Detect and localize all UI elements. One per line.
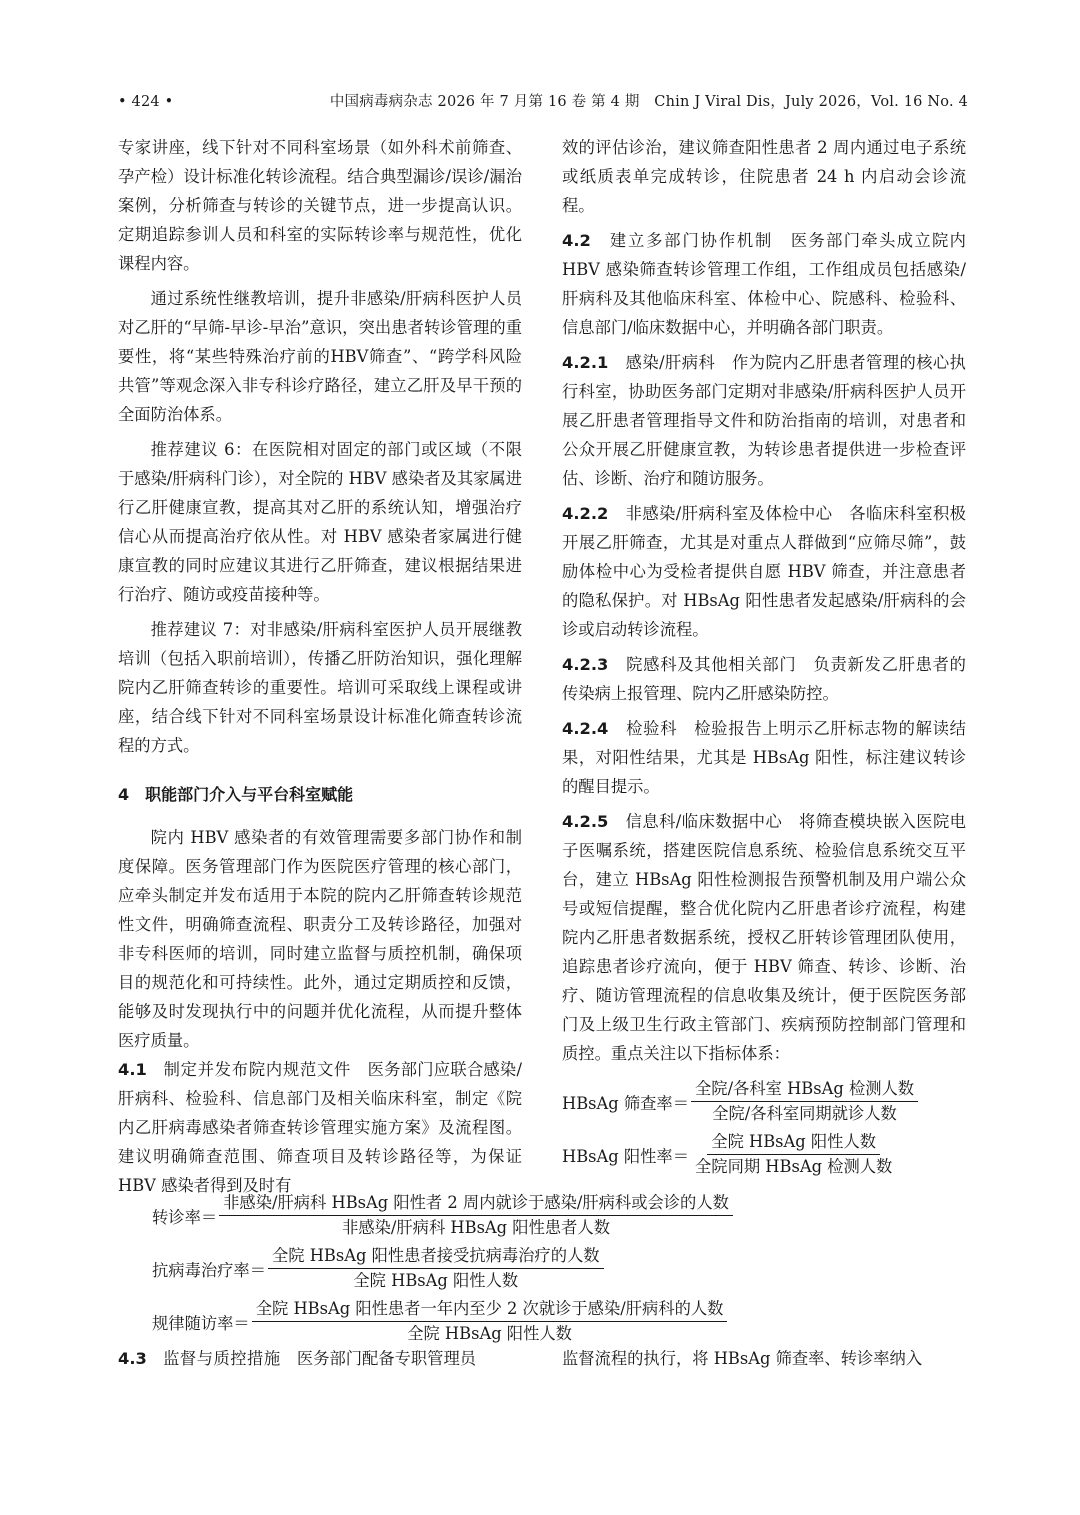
fraction [219,1192,733,1239]
fraction [691,1078,918,1125]
subsection-text: 医务部门配备专职管理员 [296,1349,477,1368]
formula-denominator: 全院同期 HBsAg 检测人数 [695,1157,893,1176]
subsection-title: 监督与质控措施 [163,1349,281,1368]
fraction [691,1131,896,1178]
subsection-4-2-5 [562,807,966,1068]
subsection-number: 4.3 [118,1349,147,1368]
continued-text: 监督流程的执行，将 HBsAg 筛查率、转诊率纳入 [562,1349,923,1368]
formula-label: 转诊率＝ [152,1207,218,1227]
subsection-number: 4.2.5 [562,812,609,831]
subsection-number: 4.2.4 [562,719,609,738]
subsection-4-1 [118,1055,522,1200]
subsection-title: 信息科/临床数据中心 [625,812,783,831]
followup-rate-formula [152,1298,733,1345]
subsection-text: 将筛查模块嵌入医院电子医嘱系统，搭建医院信息系统、检验信息系统交互平台，建立 HBsAg 阳性检测报告预警机制及用户端公众号或短信提醒，整合优化院内乙肝患者诊疗流程，构建院内乙肝患者数据系统，授权乙肝转诊管理团队使用，追踪患者诊疗流向，便于 HBV 筛查、转诊、诊断、治疗、随访管理流程的信息收集及统计，便于医院医务部门及上级卫生行政主管部门、疾病预防控制部门管理和质控。重点关注以下指标体系： [562,812,966,1063]
right-column [562,133,966,1068]
fraction [252,1298,728,1345]
recommendation-7: 推荐建议 7：对非感染/肝病科室医护人员开展继教培训（包括入职前培训），传播乙肝防治知识，强化理解院内乙肝筛查转诊的重要性。培训可采取线上课程或讲座，结合线下针对不同科室场景设计标准化筛查转诊流程的方式。 [118,620,522,755]
running-header [118,90,968,111]
subsection-text: 医务部门应联合感染/肝病科、检验科、信息部门及相关临床科室，制定《院内乙肝病毒感染者筛查转诊管理实施方案》及流程图。建议明确筛查范围、筛查项目及转诊路径等，为保证 HBV 感染者得到及时有 [118,1060,522,1195]
formula-label: 抗病毒治疗率＝ [152,1260,266,1280]
formula-numerator: 全院 HBsAg 阳性人数 [707,1131,880,1155]
subsection-text: 作为院内乙肝患者管理的核心执行科室，协助医务部门定期对非感染/肝病科医护人员开展乙肝患者管理指导文件和防治指南的培训，对患者和公众开展乙肝健康宣教，为转诊患者提供进一步检查评估、诊断、治疗和随访服务。 [562,353,966,488]
left-column [118,133,522,1200]
formula-label: HBsAg 筛查率＝ [562,1093,689,1113]
formula-numerator: 全院 HBsAg 阳性患者接受抗病毒治疗的人数 [268,1245,604,1269]
paragraph: 效的评估诊治，建议筛查阳性患者 2 周内通过电子系统或纸质表单完成转诊，住院患者 24 h 内启动会诊流程。 [562,138,966,215]
formula-denominator: 全院 HBsAg 阳性人数 [353,1271,519,1290]
section-heading: 4 职能部门介入与平台科室赋能 [118,785,354,804]
subsection-number: 4.2 [562,231,591,250]
subsection-text: 负责新发乙肝患者的传染病上报管理、院内乙肝感染防控。 [562,655,966,703]
subsection-4-2-3 [562,650,966,708]
journal-citation: 中国病毒病杂志 2026 年 7 月第 16 卷 第 4 期 Chin J Viral Dis，July 2026，Vol. 16 No. 4 [329,94,968,110]
formula-numerator: 非感染/肝病科 HBsAg 阳性者 2 周内就诊于感染/肝病科或会诊的人数 [219,1192,733,1216]
formula-numerator: 全院/各科室 HBsAg 检测人数 [691,1078,918,1102]
subsection-4-2-1 [562,348,966,493]
formula-label: HBsAg 阳性率＝ [562,1146,689,1166]
paragraph: 通过系统性继教培训，提升非感染/肝病科医护人员对乙肝的“早筛-早诊-早治”意识，突出患者转诊管理的重要性，将“某些特殊治疗前的HBV筛查”、“跨学科风险共管”等观念深入非专科诊疗路径，建立乙肝及早干预的全面防治体系。 [118,289,522,424]
formula-denominator: 全院/各科室同期就诊人数 [712,1104,897,1123]
indicator-formulas-right [562,1078,918,1184]
indicator-formulas-full-width [152,1192,733,1351]
subsection-4-2-2 [562,499,966,644]
subsection-title: 制定并发布院内规范文件 [163,1060,352,1079]
subsection-number: 4.2.1 [562,353,609,372]
subsection-4-2-4 [562,714,966,801]
formula-numerator: 全院 HBsAg 阳性患者一年内至少 2 次就诊于感染/肝病科的人数 [252,1298,728,1322]
subsection-number: 4.2.2 [562,504,609,523]
paragraph: 专家讲座，线下针对不同科室场景（如外科术前筛查、孕产检）设计标准化转诊流程。结合典型漏诊/误诊/漏治案例，分析筛查与转诊的关键节点，进一步提高认识。定期追踪参训人员和科室的实际转诊率与规范性，优化课程内容。 [118,138,522,273]
subsection-4-3 [118,1344,522,1373]
subsection-text: 各临床科室积极开展乙肝筛查，尤其是对重点人群做到“应筛尽筛”，鼓励体检中心为受检者提供自愿 HBV 筛查，并注意患者的隐私保护。对 HBsAg 阳性患者发起感染/肝病科的会诊或启动转诊流程。 [562,504,966,639]
subsection-number: 4.1 [118,1060,147,1079]
antiviral-rate-formula [152,1245,733,1292]
recommendation-6: 推荐建议 6：在医院相对固定的部门或区域（不限于感染/肝病科门诊），对全院的 HBV 感染者及其家属进行乙肝健康宣教，提高其对乙肝的系统认知，增强治疗信心从而提高治疗依从性。对 HBV 感染者家属进行健康宣教的同时应建议其进行乙肝筛查，建议根据结果进行治疗、随访或疫苗接种等。 [118,440,522,604]
formula-label: 规律随访率＝ [152,1313,250,1333]
subsection-4-2 [562,226,966,342]
subsection-title: 建立多部门协作机制 [609,231,774,250]
page-number: • 424 • [118,94,174,110]
subsection-title: 检验科 [626,719,678,738]
subsection-number: 4.2.3 [562,655,609,674]
fraction [268,1245,604,1292]
referral-rate-formula [152,1192,733,1239]
subsection-text: 医务部门牵头成立院内 HBV 感染筛查转诊管理工作组，工作组成员包括感染/肝病科及其他临床科室、体检中心、院感科、检验科、信息部门/临床数据中心，并明确各部门职责。 [562,231,966,337]
screening-rate-formula [562,1078,918,1125]
subsection-title: 院感科及其他相关部门 [626,655,797,674]
positive-rate-formula [562,1131,918,1178]
formula-denominator: 全院 HBsAg 阳性人数 [407,1324,572,1343]
subsection-text: 检验报告上明示乙肝标志物的解读结果，对阳性结果，尤其是 HBsAg 阳性，标注建议转诊的醒目提示。 [562,719,966,796]
paragraph: 院内 HBV 感染者的有效管理需要多部门协作和制度保障。医务管理部门作为医院医疗管理的核心部门，应牵头制定并发布适用于本院的院内乙肝筛查转诊规范性文件，明确筛查流程、职责分工及转诊路径，加强对非专科医师的培训，同时建立监督与质控机制，确保项目的规范化和可持续性。此外，通过定期质控和反馈，能够及时发现执行中的问题并优化流程，从而提升整体医疗质量。 [118,828,522,1050]
subsection-title: 非感染/肝病科室及体检中心 [625,504,833,523]
formula-denominator: 非感染/肝病科 HBsAg 阳性患者人数 [342,1218,610,1237]
subsection-title: 感染/肝病科 [625,353,716,372]
